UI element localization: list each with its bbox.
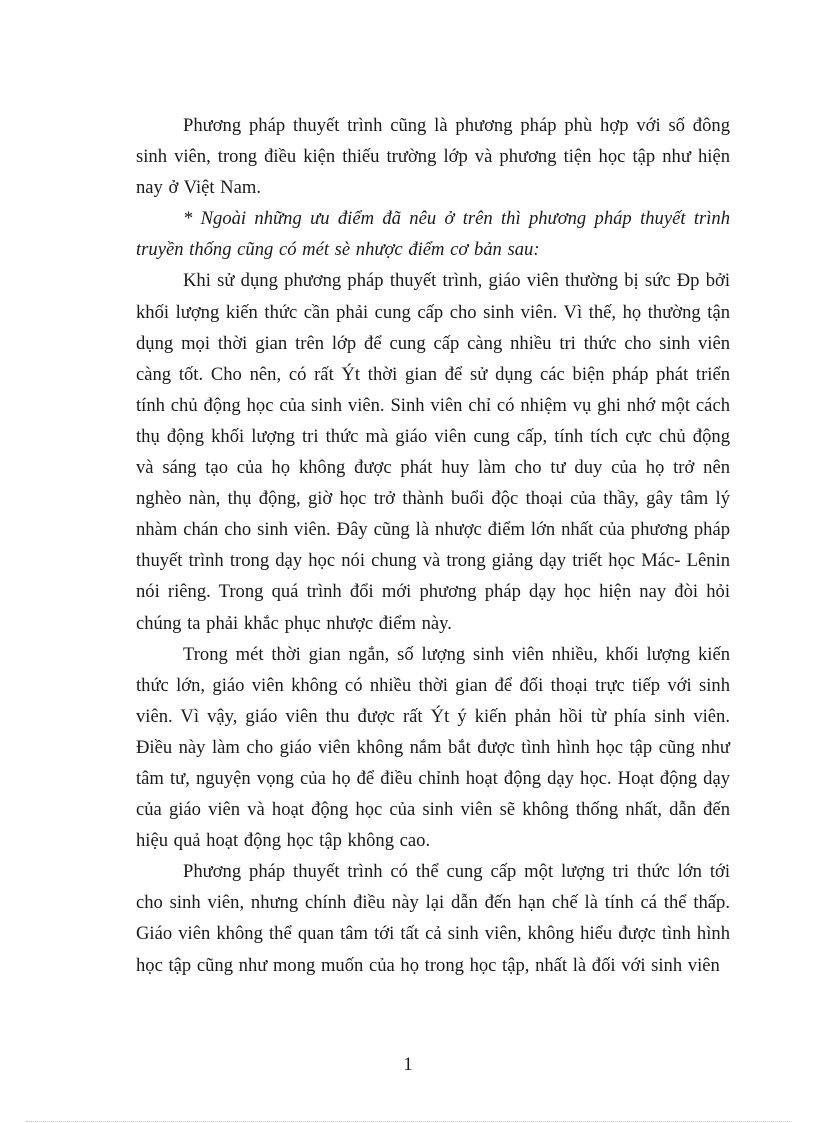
footer-divider bbox=[26, 1121, 790, 1122]
paragraph-2-italic-note: * Ngoài những ưu điểm đã nêu ở trên thì phương pháp thuyết trình truyền thống cũng có mét sè nhược điểm cơ bản sau: bbox=[136, 208, 730, 261]
page-number: 1 bbox=[403, 1054, 413, 1075]
paragraph-4: Trong mét thời gian ngắn, số lượng sinh viên nhiều, khối lượng kiến thức lớn, giáo viên không có nhiều thời gian để đối thoại trực tiếp với sinh viên. Vì vậy, giáo viên thu được rất Ýt ý kiến phản hồi từ phía sinh viên. Điều này làm cho giáo viên không nắm bắt được tình hình học tập cũng như tâm tư, nguyện vọng của họ để điều chỉnh hoạt động dạy học. Hoạt động dạy của giáo viên và hoạt động học của sinh viên sẽ không thống nhất, dẫn đến hiệu quả hoạt động học tập không cao. bbox=[136, 643, 730, 852]
paragraph-5: Phương pháp thuyết trình có thể cung cấp một lượng tri thức lớn tới cho sinh viên, nhưng chính điều này lại dẫn đến hạn chế là tính cá thể thấp. Giáo viên không thể quan tâm tới tất cả sinh viên, không hiểu được tình hình học tập cũng như mong muốn của họ trong học tập, nhất là đối với sinh viên bbox=[136, 861, 730, 976]
document-body bbox=[136, 110, 730, 981]
paragraph-1: Phương pháp thuyết trình cũng là phương pháp phù hợp với số đông sinh viên, trong điều kiện thiếu trường lớp và phương tiện học tập như hiện nay ở Việt Nam. bbox=[136, 115, 730, 199]
paragraph-3: Khi sử dụng phương pháp thuyết trình, giáo viên thường bị sức Ðp bởi khối lượng kiến thức cần phải cung cấp cho sinh viên. Vì thế, họ thường tận dụng mọi thời gian trên lớp để cung cấp càng nhiều tri thức cho sinh viên càng tốt. Cho nên, có rất Ýt thời gian để sử dụng các biện pháp phát triển tính chủ động học của sinh viên. Sinh viên chỉ có nhiệm vụ ghi nhớ một cách thụ động khối lượng tri thức mà giáo viên cung cấp, tính tích cực chủ động và sáng tạo của họ không được phát huy làm cho tư duy của họ trở nên nghèo nàn, thụ động, giờ học trở thành buổi độc thoại của thầy, gây tâm lý nhàm chán cho sinh viên. Đây cũng là nhược điểm lớn nhất của phương pháp thuyết trình trong dạy học nói chung và trong giảng dạy triết học Mác- Lênin nói riêng. Trong quá trình đổi mới phương pháp dạy học hiện nay đòi hỏi chúng ta phải khắc phục nhược điểm này. bbox=[136, 270, 730, 634]
